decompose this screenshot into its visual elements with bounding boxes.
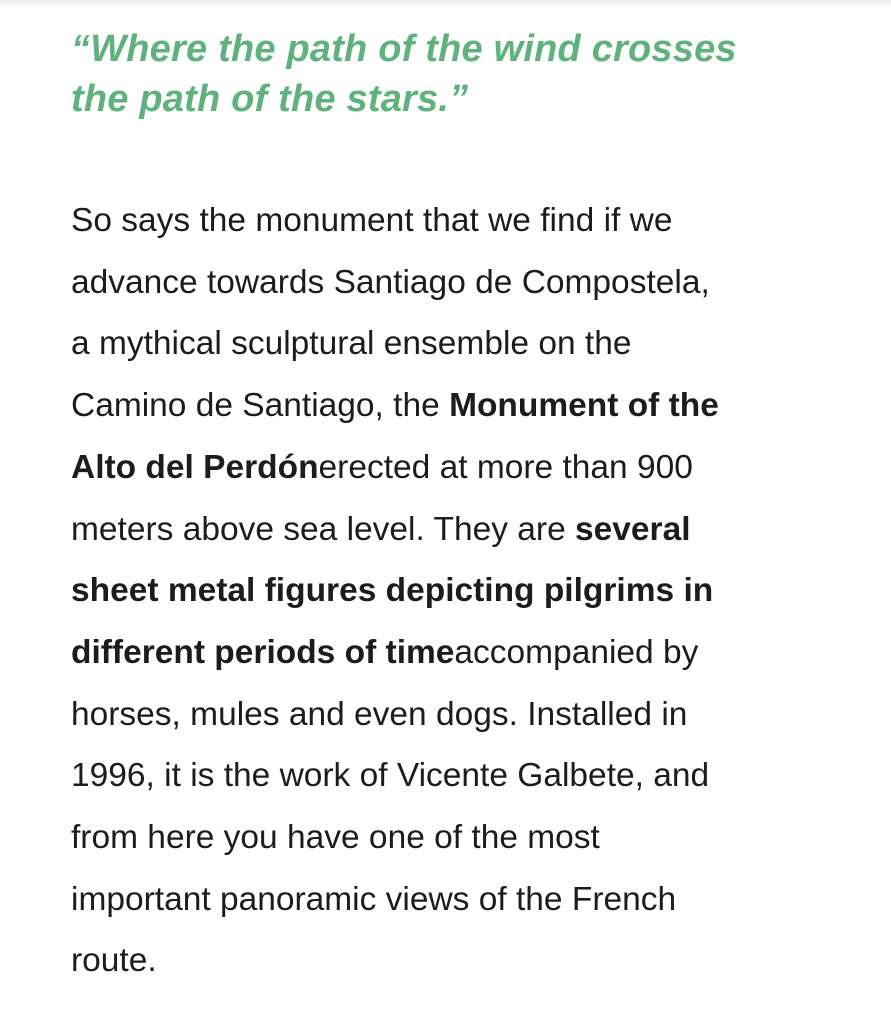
text-run: So says the monument that we find if we bbox=[71, 202, 673, 239]
bold-phrase: Alto del Perdón bbox=[71, 448, 319, 486]
article-paragraph bbox=[71, 190, 851, 992]
bold-phrase: Monument of the bbox=[449, 387, 719, 425]
quote-line: the path of the stars.” bbox=[71, 78, 469, 120]
text-run: from here you have one of the most bbox=[71, 819, 600, 857]
bold-phrase: sheet metal figures depicting pilgrims in bbox=[71, 572, 714, 610]
text-run: advance towards Santiago de Compostela, bbox=[71, 263, 710, 301]
quote-line: “Where the path of the wind crosses bbox=[71, 28, 737, 70]
bold-phrase: several bbox=[575, 510, 691, 548]
text-run: accompanied by bbox=[454, 633, 699, 671]
pull-quote bbox=[71, 24, 851, 124]
text-run: route. bbox=[71, 942, 157, 980]
text-run: meters above sea level. They are bbox=[71, 510, 576, 548]
text-run: erected at more than 900 bbox=[318, 448, 693, 486]
text-run: important panoramic views of the French bbox=[71, 880, 677, 918]
text-run: 1996, it is the work of Vicente Galbete, and bbox=[71, 757, 710, 795]
text-run: horses, mules and even dogs. Installed in bbox=[71, 695, 688, 733]
top-edge-shadow bbox=[0, 0, 891, 7]
article bbox=[71, 24, 851, 992]
text-run: Camino de Santiago, the bbox=[71, 387, 450, 425]
bold-phrase: different periods of time bbox=[71, 633, 455, 671]
text-run: a mythical sculptural ensemble on the bbox=[71, 325, 632, 363]
